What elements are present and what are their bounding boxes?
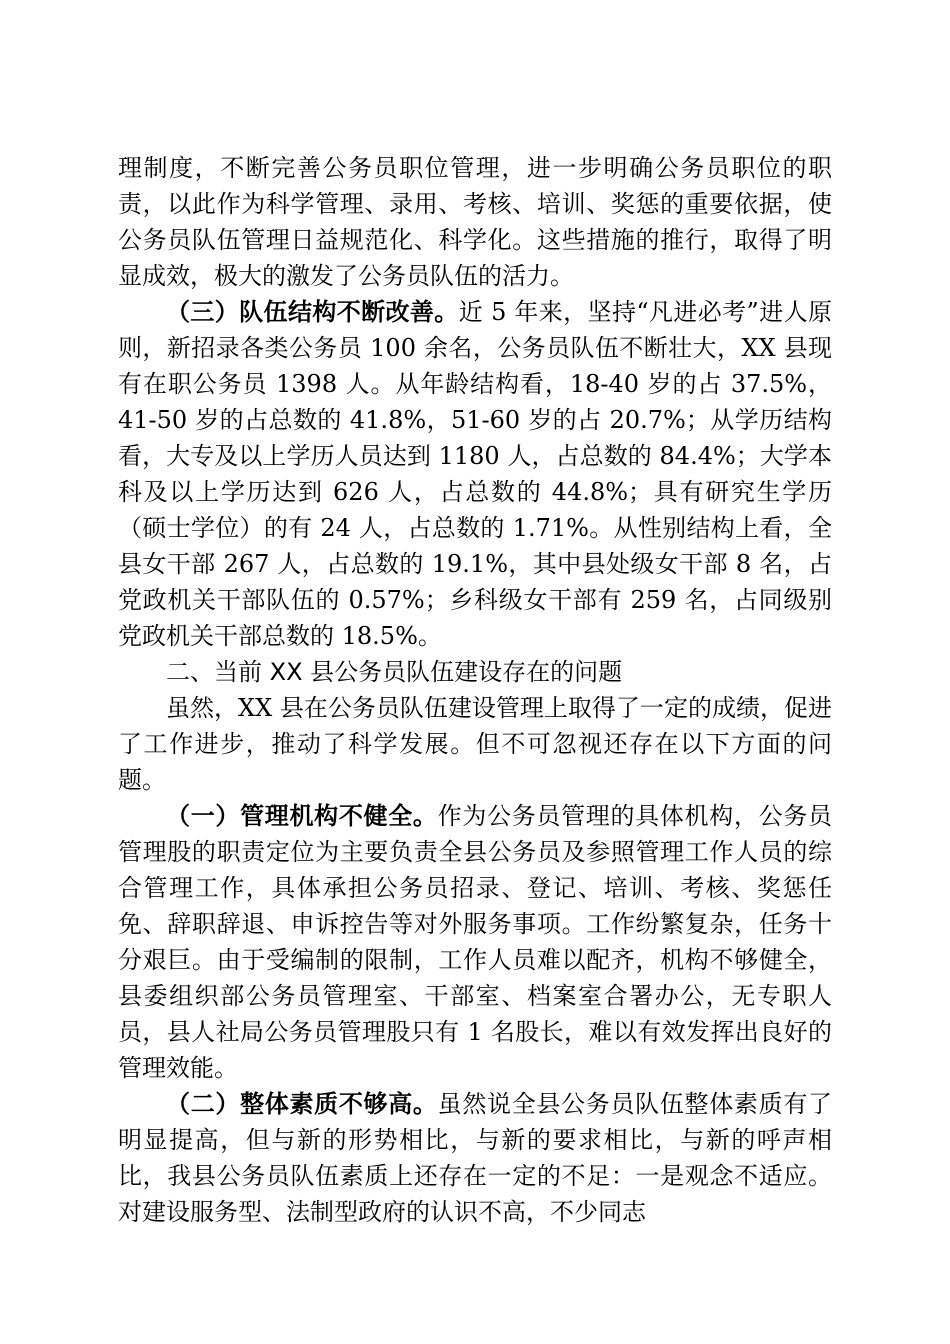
paragraph-text: 近 5 年来，坚持“凡进必考”进人原则，新招录各类公务员 100 余名，公务员队伍不断壮大，XX 县现有在职公务员 1398 人。从年龄结构看，18-40 岁的占 37.5%，41-50 岁的占总数的 41.8%，51-60 岁的占 20.7%；从学历结构看，大专及以上学历人员达到 1180 人，占总数的 84.4%；大学本科及以上学历达到 626 人，占总数的 44.8%；具有研究生学历（硕士学位）的有 24 人，占总数的 1.71%。从性别结构上看，全县女干部 267 人，占总数的 19.1%，其中县处级女干部 8 名，占党政机关干部队伍的 0.57%；乡科级女干部有 259 名，占同级别党政机关干部总数的 18.5%。 bbox=[118, 298, 832, 650]
document-page bbox=[118, 150, 832, 1230]
paragraph-team-structure bbox=[118, 294, 832, 654]
paragraph-overall-quality bbox=[118, 1086, 832, 1230]
paragraph-text: 作为公务员管理的具体机构，公务员管理股的职责定位为主要负责全县公务员及参照管理工作人员的综合管理工作，具体承担公务员招录、登记、培训、考核、奖惩任免、辞职辞退、申诉控告等对外服务事项。工作纷繁复杂，任务十分艰巨。由于受编制的限制，工作人员难以配齐，机构不够健全，县委组织部公务员管理室、干部室、档案室合署办公，无专职人员，县人社局公务员管理股只有 1 名股长，难以有效发挥出良好的管理效能。 bbox=[118, 802, 833, 1082]
paragraph-text: 虽然，XX 县在公务员队伍建设管理上取得了一定的成绩，促进了工作进步，推动了科学发展。但不可忽视还存在以下方面的问题。 bbox=[118, 694, 832, 794]
paragraph-continuation bbox=[118, 150, 832, 294]
section-heading: 二、当前 XX 县公务员队伍建设存在的问题 bbox=[166, 658, 623, 686]
paragraph-intro-problems bbox=[118, 690, 832, 798]
paragraph-lead: （二）整体素质不够高。 bbox=[166, 1089, 438, 1118]
paragraph-text: 虽然说全县公务员队伍整体素质有了明显提高，但与新的形势相比，与新的要求相比，与新的呼声相比，我县公务员队伍素质上还存在一定的不足：一是观念不适应。对建设服务型、法制型政府的认识不高，不少同志 bbox=[118, 1090, 833, 1226]
paragraph-lead: （三）队伍结构不断改善。 bbox=[166, 297, 459, 326]
paragraph-text: 理制度，不断完善公务员职位管理，进一步明确公务员职位的职责，以此作为科学管理、录用、考核、培训、奖惩的重要依据，使公务员队伍管理日益规范化、科学化。这些措施的推行，取得了明显成效，极大的激发了公务员队伍的活力。 bbox=[118, 154, 832, 290]
paragraph-management-agency bbox=[118, 798, 832, 1086]
paragraph-lead: （一）管理机构不健全。 bbox=[166, 801, 438, 830]
